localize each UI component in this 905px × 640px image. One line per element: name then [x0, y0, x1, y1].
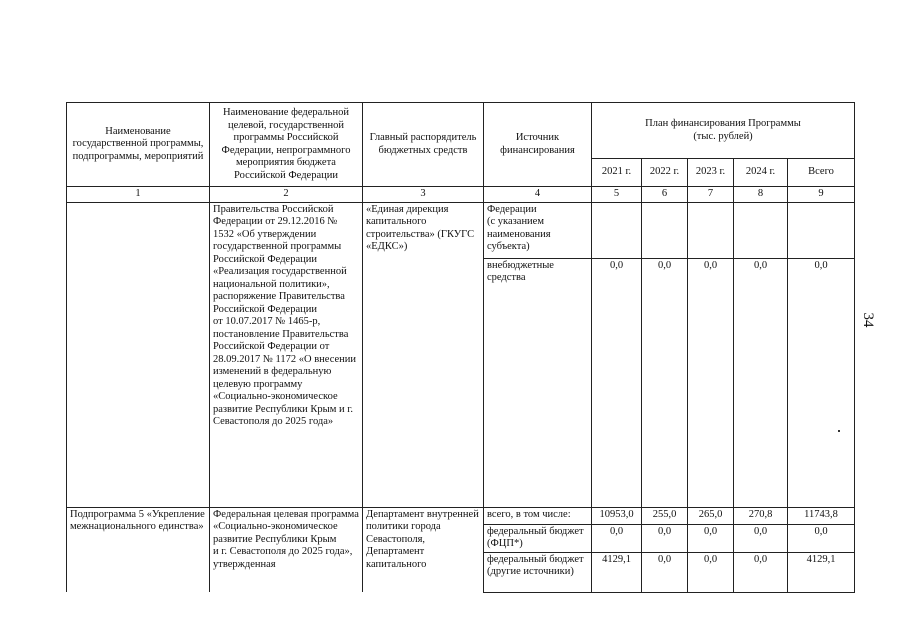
block2-source-cell: федеральный бюджет (другие источники): [484, 552, 592, 592]
column-number: 2: [210, 187, 363, 203]
block1-value: [688, 202, 734, 258]
header-year: 2022 г.: [642, 159, 688, 187]
block1-source-cell: Федерации (с указанием наименования субъекта): [484, 202, 592, 258]
financing-table: [66, 102, 855, 593]
block1-value: [734, 202, 788, 258]
block1-value: 0,0: [788, 258, 855, 507]
block1-source-cell: внебюджетные средства: [484, 258, 592, 507]
header-total: Всего: [788, 159, 855, 187]
block1-value: 0,0: [592, 258, 642, 507]
block2-name-cell: Подпрограмма 5 «Укрепление межнационального единства»: [67, 507, 210, 592]
scan-speck: [838, 430, 840, 432]
block2-value: 0,0: [688, 524, 734, 552]
column-number: 7: [688, 187, 734, 203]
block2-value: 270,8: [734, 507, 788, 524]
header-program-name: Наименование государственной программы, подпрограммы, мероприятий: [67, 103, 210, 187]
block2-value: 4129,1: [788, 552, 855, 592]
block1-name-cell: [67, 202, 210, 507]
block1-value: 0,0: [688, 258, 734, 507]
block2-value: 0,0: [734, 524, 788, 552]
block2-value: 0,0: [642, 552, 688, 592]
block2-value: 0,0: [734, 552, 788, 592]
header-year: 2023 г.: [688, 159, 734, 187]
block2-value: 0,0: [592, 524, 642, 552]
block2-value: 11743,8: [788, 507, 855, 524]
header-year: 2024 г.: [734, 159, 788, 187]
column-number: 5: [592, 187, 642, 203]
block2-source-cell: всего, в том числе:: [484, 507, 592, 524]
block2-program-cell: Федеральная целевая программа «Социально-экономическое развитие Республики Крым и г. Севастополя до 2025 года», утвержденная: [210, 507, 363, 592]
block1-value: [592, 202, 642, 258]
header-funding-source: Источник финансирования: [484, 103, 592, 187]
block2-value: 255,0: [642, 507, 688, 524]
block1-program-cell: Правительства Российской Федерации от 29.12.2016 № 1532 «Об утверждении государственной программы Российской Федерации «Реализация государственной национальной политики», распоряжение Правительства Российской Федерации от 10.07.2017 № 1465-р, постановление Правительства Российской Федерации от 28.09.2017 № 1172 «О внесении изменений в федеральную целевую программу «Социально-экономическое развитие Республики Крым и г. Севастополя до 2025 года»: [210, 202, 363, 507]
column-number: 6: [642, 187, 688, 203]
block1-value: 0,0: [734, 258, 788, 507]
block2-value: 0,0: [642, 524, 688, 552]
column-number: 9: [788, 187, 855, 203]
column-number: 3: [363, 187, 484, 203]
block1-value: [788, 202, 855, 258]
block2-value: 10953,0: [592, 507, 642, 524]
block2-source-cell: федеральный бюджет (ФЦП*): [484, 524, 592, 552]
header-financing-plan: План финансирования Программы (тыс. рублей): [592, 103, 855, 159]
column-number: 1: [67, 187, 210, 203]
block2-manager-cell: Департамент внутренней политики города Севастополя, Департамент капитального: [363, 507, 484, 592]
block2-value: 0,0: [788, 524, 855, 552]
block1-value: 0,0: [642, 258, 688, 507]
block1-manager-cell: «Единая дирекция капитального строительства» (ГКУГС «ЕДКС»): [363, 202, 484, 507]
block1-value: [642, 202, 688, 258]
block2-value: 4129,1: [592, 552, 642, 592]
block2-value: 265,0: [688, 507, 734, 524]
column-number: 8: [734, 187, 788, 203]
block2-value: 0,0: [688, 552, 734, 592]
header-federal-program: Наименование федеральной целевой, государственной программы Российской Федерации, непрограммного мероприятия бюджета Российской Федерации: [210, 103, 363, 187]
page-number: 34: [860, 312, 876, 328]
header-year: 2021 г.: [592, 159, 642, 187]
header-budget-manager: Главный распорядитель бюджетных средств: [363, 103, 484, 187]
column-number: 4: [484, 187, 592, 203]
